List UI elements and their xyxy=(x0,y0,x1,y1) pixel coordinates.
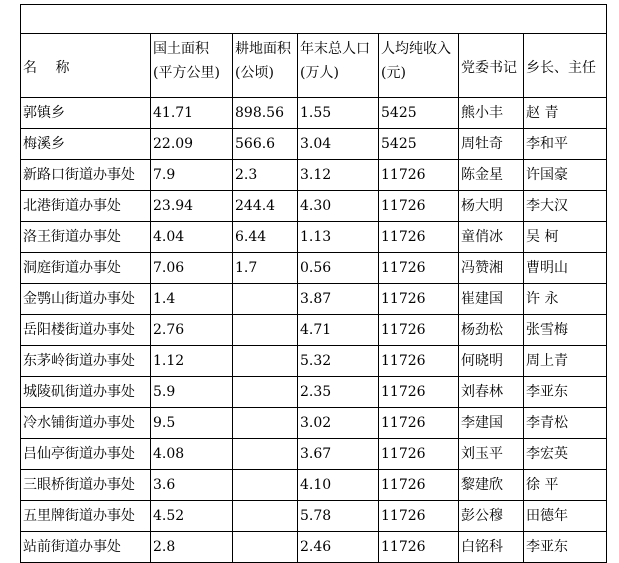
table-row xyxy=(21,532,607,563)
cell-secretary: 熊小丰 xyxy=(459,98,524,129)
cell-income: 11726 xyxy=(379,532,459,563)
cell-farm xyxy=(233,501,298,532)
cell-farm: 6.44 xyxy=(233,222,298,253)
cell-farm: 898.56 xyxy=(233,98,298,129)
cell-pop: 3.04 xyxy=(298,129,379,160)
header-farmland-line2: (公顷) xyxy=(235,65,274,81)
cell-income: 5425 xyxy=(379,98,459,129)
cell-pop: 2.46 xyxy=(298,532,379,563)
cell-secretary: 何晓明 xyxy=(459,346,524,377)
table-row xyxy=(21,377,607,408)
cell-head: 李亚东 xyxy=(524,532,607,563)
cell-name: 冷水铺街道办事处 xyxy=(21,408,151,439)
cell-head: 张雪梅 xyxy=(524,315,607,346)
cell-name: 北港街道办事处 xyxy=(21,191,151,222)
cell-income: 5425 xyxy=(379,129,459,160)
table-header-row xyxy=(21,34,607,98)
cell-income: 11726 xyxy=(379,191,459,222)
cell-head: 李宏英 xyxy=(524,439,607,470)
cell-name: 三眼桥街道办事处 xyxy=(21,470,151,501)
header-secretary: 党委书记 xyxy=(459,34,524,98)
cell-land: 4.52 xyxy=(151,501,233,532)
cell-land: 22.09 xyxy=(151,129,233,160)
cell-farm xyxy=(233,346,298,377)
cell-income: 11726 xyxy=(379,315,459,346)
cell-land: 1.4 xyxy=(151,284,233,315)
cell-income: 11726 xyxy=(379,222,459,253)
cell-name: 五里牌街道办事处 xyxy=(21,501,151,532)
cell-pop: 1.55 xyxy=(298,98,379,129)
header-population-line2: (万人) xyxy=(300,65,339,81)
cell-name: 金鹗山街道办事处 xyxy=(21,284,151,315)
table-row xyxy=(21,129,607,160)
cell-land: 23.94 xyxy=(151,191,233,222)
header-income-line1: 人均纯收入 xyxy=(381,41,451,57)
table-row xyxy=(21,160,607,191)
cell-secretary: 童俏冰 xyxy=(459,222,524,253)
cell-farm xyxy=(233,315,298,346)
cell-farm: 244.4 xyxy=(233,191,298,222)
cell-secretary: 李建国 xyxy=(459,408,524,439)
cell-land: 5.9 xyxy=(151,377,233,408)
cell-farm xyxy=(233,532,298,563)
cell-income: 11726 xyxy=(379,408,459,439)
table-row xyxy=(21,315,607,346)
cell-name: 东茅岭街道办事处 xyxy=(21,346,151,377)
cell-farm xyxy=(233,470,298,501)
cell-head: 田德年 xyxy=(524,501,607,532)
cell-farm: 1.7 xyxy=(233,253,298,284)
cell-farm xyxy=(233,377,298,408)
cell-income: 11726 xyxy=(379,501,459,532)
cell-secretary: 崔建国 xyxy=(459,284,524,315)
cell-head: 李大汉 xyxy=(524,191,607,222)
cell-name: 站前街道办事处 xyxy=(21,532,151,563)
header-land-area-line1: 国土面积 xyxy=(153,41,209,57)
cell-name: 岳阳楼街道办事处 xyxy=(21,315,151,346)
table-row xyxy=(21,191,607,222)
cell-head: 李和平 xyxy=(524,129,607,160)
header-head: 乡长、主任 xyxy=(524,34,607,98)
cell-pop: 2.35 xyxy=(298,377,379,408)
cell-pop: 3.12 xyxy=(298,160,379,191)
cell-secretary: 陈金星 xyxy=(459,160,524,191)
cell-pop: 0.56 xyxy=(298,253,379,284)
title-cell xyxy=(21,5,607,34)
cell-pop: 4.10 xyxy=(298,470,379,501)
table-row xyxy=(21,253,607,284)
cell-head: 周上青 xyxy=(524,346,607,377)
header-population xyxy=(298,34,379,98)
cell-land: 2.76 xyxy=(151,315,233,346)
cell-secretary: 冯赞湘 xyxy=(459,253,524,284)
table-row xyxy=(21,408,607,439)
cell-farm: 2.3 xyxy=(233,160,298,191)
cell-name: 城陵矶街道办事处 xyxy=(21,377,151,408)
cell-income: 11726 xyxy=(379,377,459,408)
cell-head: 徐 平 xyxy=(524,470,607,501)
cell-land: 4.08 xyxy=(151,439,233,470)
table-row xyxy=(21,501,607,532)
cell-land: 3.6 xyxy=(151,470,233,501)
cell-income: 11726 xyxy=(379,160,459,191)
cell-name: 洛王街道办事处 xyxy=(21,222,151,253)
cell-land: 7.06 xyxy=(151,253,233,284)
cell-farm xyxy=(233,408,298,439)
cell-head: 李亚东 xyxy=(524,377,607,408)
table-row xyxy=(21,222,607,253)
cell-income: 11726 xyxy=(379,253,459,284)
cell-secretary: 彭公穆 xyxy=(459,501,524,532)
table-row xyxy=(21,439,607,470)
cell-land: 4.04 xyxy=(151,222,233,253)
cell-farm xyxy=(233,284,298,315)
cell-land: 9.5 xyxy=(151,408,233,439)
cell-head: 许国豪 xyxy=(524,160,607,191)
cell-name: 洞庭街道办事处 xyxy=(21,253,151,284)
header-farmland xyxy=(233,34,298,98)
cell-pop: 3.67 xyxy=(298,439,379,470)
cell-pop: 5.32 xyxy=(298,346,379,377)
header-land-area-line2: (平方公里) xyxy=(153,65,220,81)
cell-head: 曹明山 xyxy=(524,253,607,284)
cell-name: 吕仙亭街道办事处 xyxy=(21,439,151,470)
cell-secretary: 白铭科 xyxy=(459,532,524,563)
cell-secretary: 杨劲松 xyxy=(459,315,524,346)
header-income-line2: (元) xyxy=(381,65,406,81)
cell-income: 11726 xyxy=(379,470,459,501)
cell-land: 1.12 xyxy=(151,346,233,377)
cell-secretary: 杨大明 xyxy=(459,191,524,222)
cell-secretary: 周牡奇 xyxy=(459,129,524,160)
cell-secretary: 刘玉平 xyxy=(459,439,524,470)
cell-land: 41.71 xyxy=(151,98,233,129)
cell-head: 李青松 xyxy=(524,408,607,439)
cell-farm xyxy=(233,439,298,470)
cell-pop: 5.78 xyxy=(298,501,379,532)
table-row xyxy=(21,346,607,377)
cell-income: 11726 xyxy=(379,439,459,470)
cell-income: 11726 xyxy=(379,284,459,315)
cell-secretary: 黎建欣 xyxy=(459,470,524,501)
cell-secretary: 刘春林 xyxy=(459,377,524,408)
table-row xyxy=(21,284,607,315)
district-table xyxy=(20,4,607,563)
cell-head: 许 永 xyxy=(524,284,607,315)
cell-pop: 4.30 xyxy=(298,191,379,222)
cell-land: 2.8 xyxy=(151,532,233,563)
cell-income: 11726 xyxy=(379,346,459,377)
cell-name: 新路口街道办事处 xyxy=(21,160,151,191)
cell-head: 吴 柯 xyxy=(524,222,607,253)
table-row xyxy=(21,98,607,129)
cell-pop: 4.71 xyxy=(298,315,379,346)
cell-farm: 566.6 xyxy=(233,129,298,160)
cell-land: 7.9 xyxy=(151,160,233,191)
header-land-area xyxy=(151,34,233,98)
cell-head: 赵 青 xyxy=(524,98,607,129)
header-population-line1: 年末总人口 xyxy=(300,41,370,57)
table-row xyxy=(21,470,607,501)
header-farmland-line1: 耕地面积 xyxy=(235,41,291,57)
district-table-sheet xyxy=(20,4,606,563)
cell-pop: 1.13 xyxy=(298,222,379,253)
cell-pop: 3.87 xyxy=(298,284,379,315)
header-name: 名 称 xyxy=(21,34,151,98)
cell-name: 郭镇乡 xyxy=(21,98,151,129)
table-title-row xyxy=(21,5,607,34)
header-income xyxy=(379,34,459,98)
cell-name: 梅溪乡 xyxy=(21,129,151,160)
cell-pop: 3.02 xyxy=(298,408,379,439)
